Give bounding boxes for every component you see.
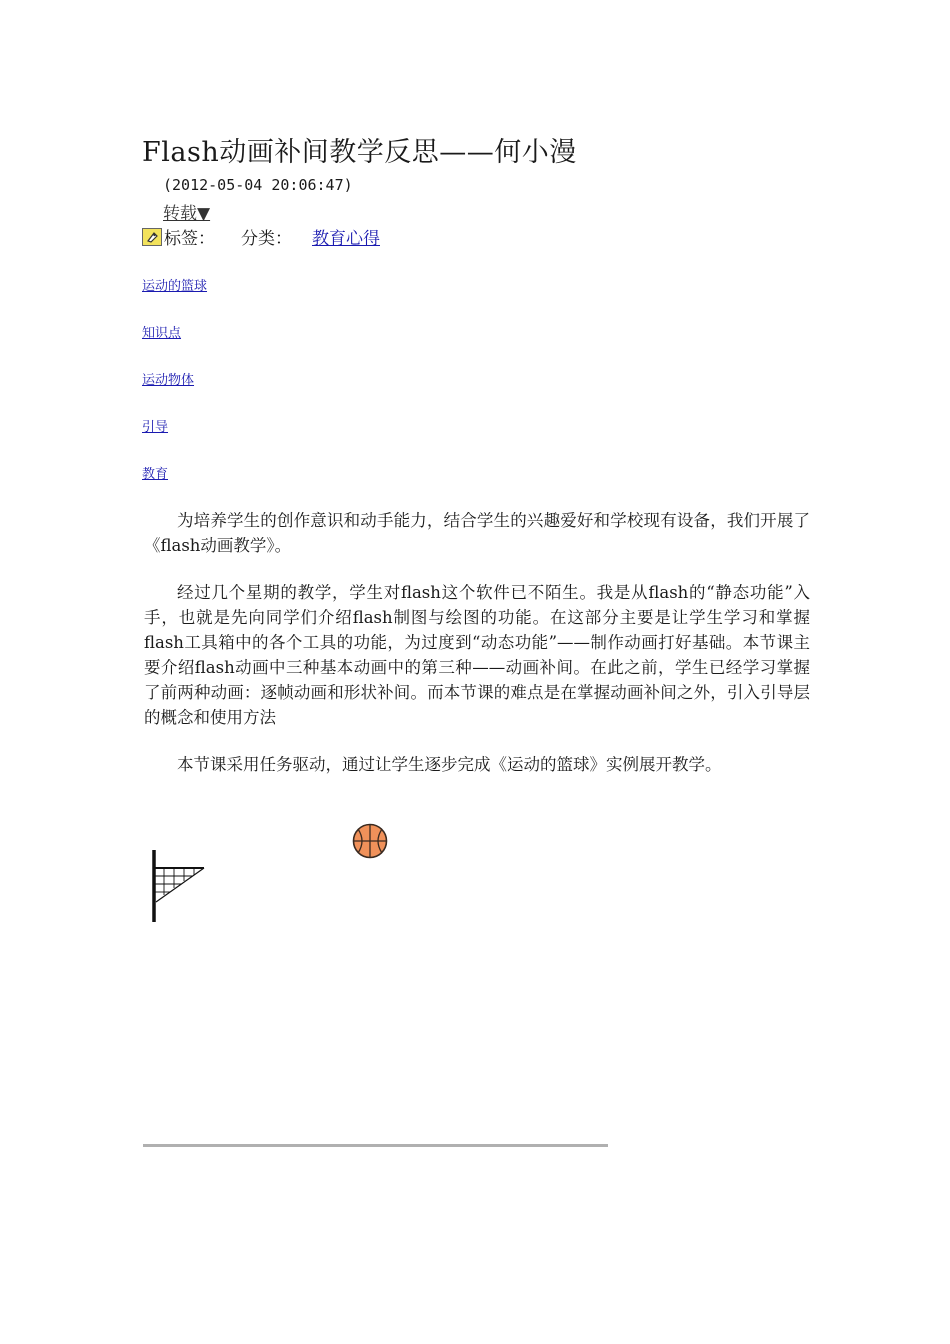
paragraph-text: 为培养学生的创作意识和动手能力，结合学生的兴趣爱好和学校现有设备，我们开展了《flash动画教学》。 (144, 511, 810, 555)
paragraph-text: 本节课采用任务驱动，通过让学生逐步完成《运动的篮球》实例展开教学。 (177, 755, 722, 774)
category-label: 分类： (241, 229, 292, 249)
post-date: (2012-05-04 20:06:47) (163, 176, 353, 194)
article-title: Flash动画补间教学反思——何小漫 (142, 137, 577, 168)
paragraph-text: 经过几个星期的教学，学生对flash这个软件已不陌生。我是从flash的“静态功能”入手，也就是先向同学们介绍flash制图与绘图的功能。在这部分主要是让学生学习和掌握flash工具箱中的各个工具的功能，为过度到“动态功能”——制作动画打好基础。本节课主要介绍flash动画中三种基本动画中的第三种——动画补间。在此之前，学生已经学习掌握了前两种动画：逐帧动画和形状补间。而本节课的难点是在掌握动画补间之外，引入引导层的概念和使用方法 (144, 583, 810, 727)
body-paragraph (144, 508, 810, 558)
body-paragraph (144, 752, 810, 777)
article-meta (142, 224, 380, 249)
tag-link[interactable]: 引导 (142, 420, 169, 435)
tag-link[interactable]: 知识点 (142, 326, 182, 341)
tag-link[interactable]: 运动的篮球 (142, 279, 208, 294)
tag-link[interactable]: 教育 (142, 467, 169, 482)
tag-icon (142, 228, 162, 246)
repost-link[interactable]: 转载▼ (163, 204, 211, 224)
divider-line (143, 1144, 608, 1147)
category-link[interactable]: 教育心得 (312, 229, 380, 249)
body-paragraph (144, 580, 810, 730)
tag-link[interactable]: 运动物体 (142, 373, 195, 388)
basketball-icon (351, 822, 389, 860)
basketball-hoop-icon (146, 846, 208, 926)
tags-label: 标签： (164, 229, 215, 249)
